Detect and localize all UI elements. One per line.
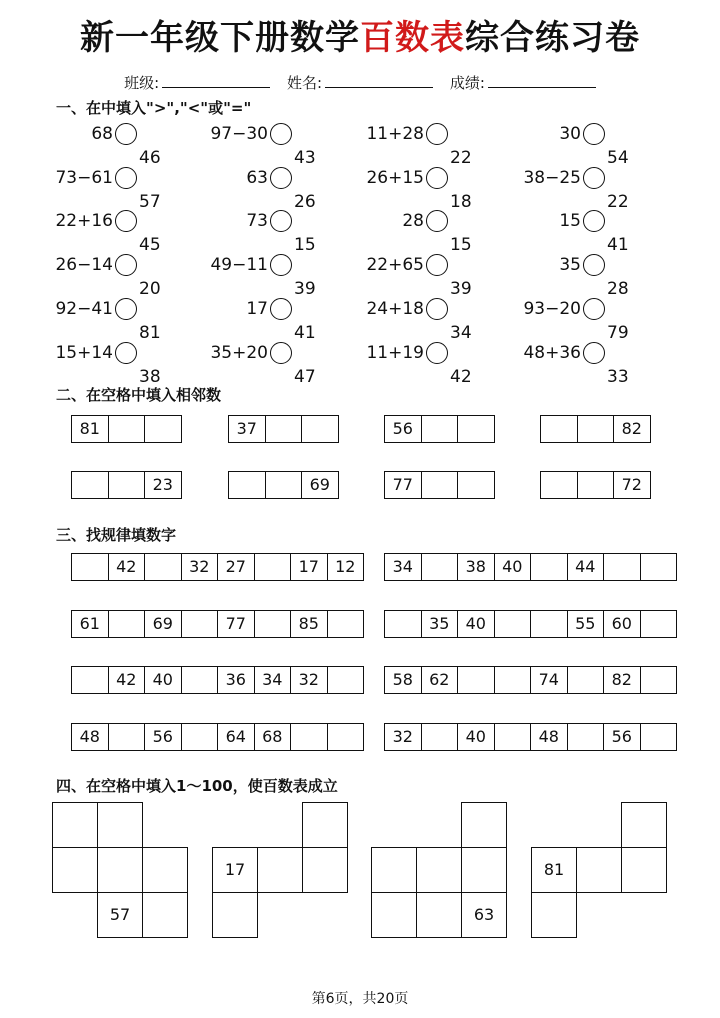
given-number: 32 — [291, 667, 328, 693]
answer-circle[interactable] — [583, 298, 605, 320]
compare-right: 22 — [607, 192, 629, 212]
compare-right: 15 — [450, 235, 472, 255]
compare-left: 30 — [559, 124, 581, 144]
pattern-row — [384, 553, 677, 581]
name-label: 姓名: — [286, 74, 323, 92]
given-number: 27 — [218, 554, 255, 580]
compare-right: 15 — [294, 235, 316, 255]
given-number: 81 — [72, 416, 109, 442]
class-field[interactable] — [162, 73, 270, 88]
compare-right: 81 — [139, 323, 161, 343]
answer-cell[interactable] — [255, 554, 292, 580]
grid-cell-number: 63 — [461, 892, 507, 938]
given-number: 38 — [458, 554, 495, 580]
answer-cell[interactable] — [578, 416, 615, 442]
pattern-row — [71, 666, 364, 694]
answer-cell[interactable] — [604, 554, 641, 580]
compare-item — [210, 252, 316, 299]
grid-cell[interactable] — [461, 847, 507, 893]
answer-circle[interactable] — [115, 298, 137, 320]
answer-circle[interactable] — [583, 254, 605, 276]
answer-cell[interactable] — [541, 416, 578, 442]
compare-right: 43 — [294, 148, 316, 168]
compare-left: 15+14 — [55, 343, 113, 363]
answer-circle[interactable] — [115, 254, 137, 276]
answer-cell[interactable] — [328, 724, 365, 750]
grid-cell[interactable] — [621, 847, 667, 893]
compare-item — [559, 252, 629, 299]
given-number: 56 — [604, 724, 641, 750]
compare-item — [246, 165, 316, 212]
answer-cell[interactable] — [495, 724, 532, 750]
compare-item — [366, 121, 472, 168]
pattern-row — [71, 723, 364, 751]
compare-left: 17 — [246, 299, 268, 319]
compare-left: 68 — [91, 124, 113, 144]
answer-circle[interactable] — [270, 123, 292, 145]
pattern-row — [384, 666, 677, 694]
compare-right: 39 — [294, 279, 316, 299]
given-number: 32 — [385, 724, 422, 750]
answer-cell[interactable] — [109, 416, 146, 442]
answer-circle[interactable] — [270, 298, 292, 320]
answer-cell[interactable] — [495, 611, 532, 637]
answer-circle[interactable] — [270, 254, 292, 276]
given-number: 82 — [614, 416, 651, 442]
answer-cell[interactable] — [72, 667, 109, 693]
answer-cell[interactable] — [641, 554, 678, 580]
answer-cell[interactable] — [109, 724, 146, 750]
compare-left: 38−25 — [523, 168, 581, 188]
answer-circle[interactable] — [426, 123, 448, 145]
given-number: 37 — [229, 416, 266, 442]
answer-cell[interactable] — [145, 416, 182, 442]
answer-cell[interactable] — [109, 611, 146, 637]
given-number: 34 — [255, 667, 292, 693]
answer-cell[interactable] — [422, 416, 459, 442]
answer-cell[interactable] — [145, 554, 182, 580]
compare-left: 26+15 — [366, 168, 424, 188]
answer-cell[interactable] — [182, 611, 219, 637]
answer-circle[interactable] — [426, 167, 448, 189]
class-label: 班级: — [124, 74, 160, 92]
grid-cell-number: 81 — [531, 847, 577, 893]
compare-right: 39 — [450, 279, 472, 299]
compare-item — [91, 121, 161, 168]
answer-circle[interactable] — [270, 167, 292, 189]
given-number: 74 — [531, 667, 568, 693]
given-number: 42 — [109, 554, 146, 580]
answer-cell[interactable] — [531, 611, 568, 637]
compare-item — [559, 208, 629, 255]
compare-left: 93−20 — [523, 299, 581, 319]
compare-item — [366, 165, 472, 212]
compare-item — [55, 340, 161, 387]
compare-right: 20 — [139, 279, 161, 299]
given-number: 58 — [385, 667, 422, 693]
compare-right: 33 — [607, 367, 629, 387]
compare-left: 49−11 — [210, 255, 268, 275]
answer-cell[interactable] — [422, 724, 459, 750]
answer-circle[interactable] — [270, 210, 292, 232]
given-number: 40 — [458, 611, 495, 637]
compare-item — [366, 340, 472, 387]
answer-circle[interactable] — [115, 123, 137, 145]
grid-cell[interactable] — [257, 847, 303, 893]
given-number: 12 — [328, 554, 365, 580]
answer-circle[interactable] — [426, 298, 448, 320]
answer-circle[interactable] — [583, 123, 605, 145]
answer-cell[interactable] — [578, 472, 615, 498]
grid-cell[interactable] — [97, 847, 143, 893]
grid-cell-number: 57 — [97, 892, 143, 938]
answer-circle[interactable] — [115, 210, 137, 232]
grid-cell[interactable] — [52, 847, 98, 893]
grid-cell[interactable] — [97, 802, 143, 848]
answer-cell[interactable] — [291, 724, 328, 750]
compare-item — [210, 121, 316, 168]
compare-item — [55, 208, 161, 255]
answer-cell[interactable] — [328, 611, 365, 637]
section-2-heading: 二、在空格中填入相邻数 — [56, 386, 222, 404]
neighbor-row — [540, 471, 651, 499]
compare-left: 97−30 — [210, 124, 268, 144]
compare-item — [402, 208, 472, 255]
given-number: 68 — [255, 724, 292, 750]
compare-right: 22 — [450, 148, 472, 168]
page-footer: 第6页，共20页 — [311, 991, 409, 1007]
section-1-heading: 一、在中填入">","<"或"=" — [56, 99, 252, 117]
compare-left: 26−14 — [55, 255, 113, 275]
answer-circle[interactable] — [426, 254, 448, 276]
given-number: 61 — [72, 611, 109, 637]
given-number: 40 — [145, 667, 182, 693]
page-title: 新一年级下册数学百数表综合练习卷 — [80, 18, 640, 58]
grid-cell-number: 17 — [212, 847, 258, 893]
answer-circle[interactable] — [583, 210, 605, 232]
grid-cell[interactable] — [416, 847, 462, 893]
given-number: 23 — [145, 472, 182, 498]
answer-cell[interactable] — [182, 667, 219, 693]
compare-item — [55, 252, 161, 299]
compare-item — [55, 296, 161, 343]
grid-cell[interactable] — [576, 847, 622, 893]
grid-cell[interactable] — [416, 892, 462, 938]
grid-cell[interactable] — [302, 847, 348, 893]
compare-left: 22+16 — [55, 211, 113, 231]
answer-cell[interactable] — [458, 667, 495, 693]
given-number: 62 — [422, 667, 459, 693]
given-number: 64 — [218, 724, 255, 750]
answer-cell[interactable] — [641, 611, 678, 637]
answer-cell[interactable] — [531, 554, 568, 580]
compare-item — [246, 296, 316, 343]
answer-circle[interactable] — [426, 342, 448, 364]
compare-left: 48+36 — [523, 343, 581, 363]
given-number: 55 — [568, 611, 605, 637]
answer-cell[interactable] — [255, 611, 292, 637]
compare-left: 24+18 — [366, 299, 424, 319]
compare-item — [523, 165, 629, 212]
answer-circle[interactable] — [115, 167, 137, 189]
compare-right: 79 — [607, 323, 629, 343]
compare-item — [246, 208, 316, 255]
answer-circle[interactable] — [583, 167, 605, 189]
answer-cell[interactable] — [641, 724, 678, 750]
pattern-row — [384, 610, 677, 638]
answer-circle[interactable] — [426, 210, 448, 232]
answer-cell[interactable] — [182, 724, 219, 750]
answer-cell[interactable] — [72, 554, 109, 580]
given-number: 69 — [302, 472, 339, 498]
section-4-heading: 四、在空格中填入1～100，使百数表成立 — [56, 777, 338, 795]
compare-right: 28 — [607, 279, 629, 299]
compare-left: 73−61 — [55, 168, 113, 188]
answer-cell[interactable] — [72, 472, 109, 498]
given-number: 40 — [458, 724, 495, 750]
grid-cell[interactable] — [142, 847, 188, 893]
answer-cell[interactable] — [302, 416, 339, 442]
answer-circle[interactable] — [270, 342, 292, 364]
compare-item — [523, 340, 629, 387]
answer-cell[interactable] — [458, 472, 495, 498]
compare-left: 15 — [559, 211, 581, 231]
given-number: 32 — [182, 554, 219, 580]
compare-right: 26 — [294, 192, 316, 212]
answer-cell[interactable] — [495, 667, 532, 693]
compare-right: 54 — [607, 148, 629, 168]
compare-left: 22+65 — [366, 255, 424, 275]
neighbor-row — [71, 471, 182, 499]
compare-left: 73 — [246, 211, 268, 231]
compare-left: 11+19 — [366, 343, 424, 363]
compare-right: 34 — [450, 323, 472, 343]
compare-left: 28 — [402, 211, 424, 231]
grid-cell[interactable] — [531, 892, 577, 938]
grid-cell[interactable] — [52, 802, 98, 848]
given-number: 42 — [109, 667, 146, 693]
grid-cell[interactable] — [142, 892, 188, 938]
answer-circle[interactable] — [115, 342, 137, 364]
grid-cell[interactable] — [212, 892, 258, 938]
answer-cell[interactable] — [229, 472, 266, 498]
pattern-row — [71, 553, 364, 581]
answer-cell[interactable] — [458, 416, 495, 442]
compare-left: 92−41 — [55, 299, 113, 319]
answer-cell[interactable] — [328, 667, 365, 693]
given-number: 17 — [291, 554, 328, 580]
grid-cell[interactable] — [621, 802, 667, 848]
given-number: 85 — [291, 611, 328, 637]
given-number: 56 — [385, 416, 422, 442]
compare-left: 11+28 — [366, 124, 424, 144]
answer-cell[interactable] — [422, 554, 459, 580]
compare-right: 57 — [139, 192, 161, 212]
answer-circle[interactable] — [583, 342, 605, 364]
compare-right: 42 — [450, 367, 472, 387]
given-number: 77 — [218, 611, 255, 637]
given-number: 35 — [422, 611, 459, 637]
given-number: 60 — [604, 611, 641, 637]
given-number: 34 — [385, 554, 422, 580]
compare-item — [55, 165, 161, 212]
answer-cell[interactable] — [568, 724, 605, 750]
given-number: 82 — [604, 667, 641, 693]
given-number: 44 — [568, 554, 605, 580]
given-number: 36 — [218, 667, 255, 693]
grid-cell[interactable] — [461, 802, 507, 848]
name-field[interactable] — [325, 73, 433, 88]
compare-item — [523, 296, 629, 343]
neighbor-row — [384, 471, 495, 499]
compare-item — [366, 296, 472, 343]
answer-cell[interactable] — [641, 667, 678, 693]
answer-cell[interactable] — [422, 472, 459, 498]
compare-right: 38 — [139, 367, 161, 387]
score-field[interactable] — [488, 73, 596, 88]
compare-left: 63 — [246, 168, 268, 188]
pattern-row — [384, 723, 677, 751]
grid-cell[interactable] — [302, 802, 348, 848]
compare-item — [210, 340, 316, 387]
pattern-row — [71, 610, 364, 638]
compare-left: 35 — [559, 255, 581, 275]
given-number: 56 — [145, 724, 182, 750]
compare-right: 41 — [607, 235, 629, 255]
given-number: 69 — [145, 611, 182, 637]
compare-right: 47 — [294, 367, 316, 387]
grid-cell[interactable] — [371, 892, 417, 938]
neighbor-row — [71, 415, 182, 443]
given-number: 72 — [614, 472, 651, 498]
neighbor-row — [384, 415, 495, 443]
compare-item — [366, 252, 472, 299]
student-info — [0, 72, 720, 94]
score-label: 成绩: — [449, 74, 485, 92]
compare-right: 41 — [294, 323, 316, 343]
compare-right: 18 — [450, 192, 472, 212]
answer-cell[interactable] — [109, 472, 146, 498]
neighbor-row — [228, 471, 339, 499]
given-number: 40 — [495, 554, 532, 580]
answer-cell[interactable] — [266, 472, 303, 498]
neighbor-row — [540, 415, 651, 443]
compare-right: 45 — [139, 235, 161, 255]
grid-cell[interactable] — [371, 847, 417, 893]
compare-right: 46 — [139, 148, 161, 168]
given-number: 77 — [385, 472, 422, 498]
given-number: 48 — [72, 724, 109, 750]
answer-cell[interactable] — [385, 611, 422, 637]
section-3-heading: 三、找规律填数字 — [56, 526, 177, 544]
compare-left: 35+20 — [210, 343, 268, 363]
answer-cell[interactable] — [568, 667, 605, 693]
given-number: 48 — [531, 724, 568, 750]
neighbor-row — [228, 415, 339, 443]
answer-cell[interactable] — [266, 416, 303, 442]
answer-cell[interactable] — [541, 472, 578, 498]
compare-item — [559, 121, 629, 168]
